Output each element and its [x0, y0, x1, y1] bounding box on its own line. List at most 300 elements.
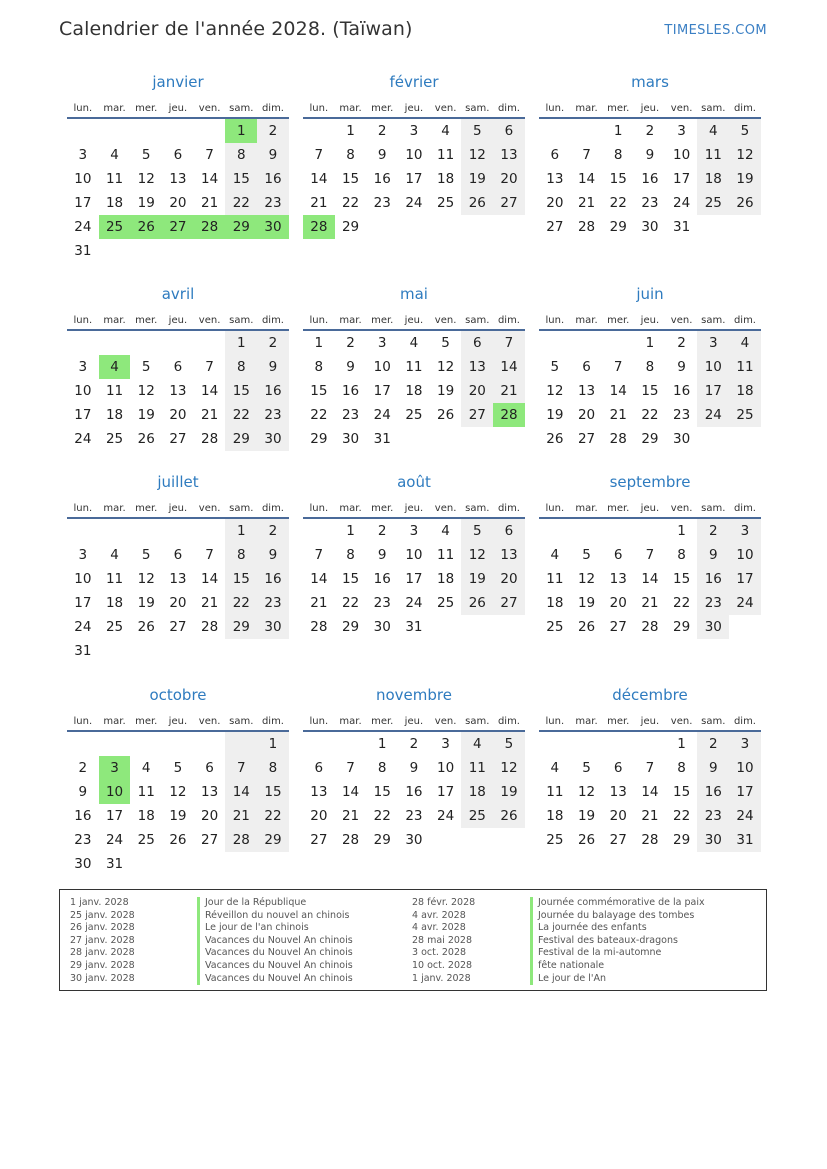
weekday-label: dim. [733, 503, 756, 514]
day-cell: 6 [173, 547, 183, 563]
day-cell: 9 [409, 760, 419, 776]
weekday-label: mer. [607, 716, 630, 727]
weekday-label: mar. [339, 315, 362, 326]
weekday-label: sam. [701, 315, 726, 326]
weekday-label: mer. [371, 716, 394, 727]
day-cell: 3 [441, 736, 450, 752]
day-cell: 16 [257, 379, 289, 403]
month-name: novembre [376, 686, 452, 704]
day-cell: 16 [641, 171, 659, 187]
month-block [539, 683, 761, 852]
day-cell: 14 [609, 383, 627, 399]
day-cell: 29 [673, 832, 691, 848]
day-cell: 9 [377, 147, 387, 163]
month-block [67, 470, 289, 663]
month-name: août [397, 473, 431, 491]
day-cell: 12 [137, 383, 155, 399]
day-cell: 23 [697, 591, 729, 615]
holiday-day: 26 [130, 215, 162, 239]
day-cell: 21 [641, 808, 659, 824]
weekday-label: mer. [135, 503, 158, 514]
month-name: février [389, 73, 439, 91]
weekday-label: ven. [198, 716, 221, 727]
day-cell: 5 [582, 547, 591, 563]
empty-cell [303, 519, 335, 543]
empty-cell [225, 732, 257, 756]
day-cell: 20 [169, 595, 187, 611]
empty-cell [539, 732, 571, 756]
day-cell: 6 [613, 760, 623, 776]
day-cell: 6 [582, 359, 591, 375]
day-cell: 17 [105, 808, 124, 824]
day-cell: 14 [310, 171, 328, 187]
weekday-header [67, 707, 289, 732]
day-cell: 15 [225, 379, 257, 403]
empty-cell [130, 119, 162, 143]
day-cell: 25 [546, 832, 564, 848]
holiday-day: 27 [162, 215, 194, 239]
day-cell: 30 [257, 427, 289, 451]
weekday-header [303, 306, 525, 331]
day-cell: 26 [437, 407, 455, 423]
weekday-label: mer. [135, 103, 158, 114]
day-cell: 2 [78, 760, 88, 776]
legend-date: 26 janv. 2028 [70, 922, 135, 934]
day-cell: 27 [493, 191, 525, 215]
weekday-label: mar. [575, 503, 598, 514]
day-cell: 11 [105, 383, 124, 399]
weekday-header [539, 94, 761, 119]
day-cell: 25 [137, 832, 155, 848]
weekday-label: ven. [434, 103, 457, 114]
day-cell: 28 [225, 828, 257, 852]
empty-cell [67, 732, 99, 756]
day-cell: 22 [673, 808, 691, 824]
weekday-label: jeu. [640, 103, 660, 114]
day-cell: 10 [673, 147, 691, 163]
day-cell: 10 [405, 547, 423, 563]
legend-holiday-name: Festival des bateaux-dragons [530, 935, 760, 948]
weekday-label: mer. [135, 315, 158, 326]
weekday-label: jeu. [404, 315, 424, 326]
legend-date: 1 janv. 2028 [412, 972, 471, 984]
day-cell: 1 [346, 523, 355, 539]
weekday-label: lun. [545, 503, 565, 514]
empty-cell [303, 119, 335, 143]
empty-cell [67, 519, 99, 543]
legend-holiday-name: Journée commémorative de la paix [530, 897, 760, 910]
weekday-header [539, 707, 761, 732]
day-grid [67, 119, 289, 263]
day-cell: 6 [173, 147, 183, 163]
weekday-label: jeu. [640, 503, 660, 514]
day-cell: 13 [577, 383, 596, 399]
weekday-label: mar. [339, 103, 362, 114]
day-cell: 6 [550, 147, 560, 163]
empty-cell [99, 519, 131, 543]
empty-cell [67, 119, 99, 143]
day-cell: 7 [493, 331, 525, 355]
day-cell: 22 [341, 195, 360, 211]
day-cell: 3 [409, 123, 419, 139]
empty-cell [162, 519, 194, 543]
day-cell: 17 [437, 784, 455, 800]
holiday-day: 1 [225, 119, 257, 143]
day-cell: 27 [201, 832, 219, 848]
day-cell: 9 [697, 543, 729, 567]
weekday-label: mer. [371, 103, 394, 114]
legend-holiday-name: Réveillon du nouvel an chinois [197, 910, 397, 923]
legend-names-right [530, 897, 760, 985]
weekday-label: lun. [309, 503, 329, 514]
weekday-label: mar. [575, 716, 598, 727]
day-cell: 1 [225, 331, 257, 355]
legend-holiday-name: Vacances du Nouvel An chinois [197, 973, 397, 986]
day-cell: 14 [493, 355, 525, 379]
day-cell: 12 [729, 143, 761, 167]
weekday-label: ven. [198, 503, 221, 514]
empty-cell [99, 732, 131, 756]
day-cell: 22 [310, 407, 328, 423]
day-cell: 6 [173, 359, 183, 375]
day-cell: 28 [201, 431, 219, 447]
day-cell: 12 [169, 784, 187, 800]
day-cell: 3 [409, 523, 419, 539]
day-cell: 19 [437, 383, 455, 399]
day-cell: 20 [169, 195, 187, 211]
day-grid [67, 331, 289, 451]
weekday-label: dim. [733, 315, 756, 326]
day-grid [303, 732, 525, 852]
day-cell: 26 [546, 431, 564, 447]
day-cell: 8 [645, 359, 655, 375]
day-cell: 17 [405, 571, 423, 587]
day-cell: 18 [105, 595, 124, 611]
day-cell: 5 [493, 732, 525, 756]
day-grid [67, 519, 289, 663]
month-block [67, 683, 289, 876]
weekday-label: mar. [103, 103, 126, 114]
day-cell: 16 [341, 383, 360, 399]
month-name: octobre [149, 686, 207, 704]
month-name: janvier [152, 73, 204, 91]
month-block [539, 282, 761, 451]
day-cell: 29 [373, 832, 391, 848]
day-cell: 6 [493, 119, 525, 143]
day-cell: 5 [582, 760, 591, 776]
day-cell: 14 [641, 784, 659, 800]
day-cell: 22 [225, 191, 257, 215]
day-cell: 31 [729, 828, 761, 852]
legend-dates-right [412, 897, 527, 985]
weekday-label: jeu. [404, 716, 424, 727]
legend-date: 4 avr. 2028 [412, 922, 466, 934]
weekday-label: dim. [497, 716, 520, 727]
day-cell: 7 [205, 547, 214, 563]
holiday-day: 29 [225, 215, 257, 239]
day-cell: 27 [609, 832, 627, 848]
day-cell: 20 [546, 195, 564, 211]
day-cell: 12 [546, 383, 564, 399]
day-cell: 7 [314, 147, 324, 163]
day-cell: 14 [341, 784, 360, 800]
day-cell: 17 [697, 379, 729, 403]
day-cell: 31 [405, 619, 423, 635]
day-cell: 24 [405, 595, 423, 611]
empty-cell [539, 519, 571, 543]
day-cell: 28 [609, 431, 627, 447]
day-cell: 24 [673, 195, 691, 211]
day-cell: 26 [461, 591, 493, 615]
day-cell: 13 [310, 784, 328, 800]
day-cell: 4 [110, 547, 119, 563]
weekday-label: jeu. [404, 103, 424, 114]
day-cell: 4 [697, 119, 729, 143]
day-cell: 23 [641, 195, 659, 211]
empty-cell [539, 331, 571, 355]
weekday-label: dim. [733, 103, 756, 114]
holiday-day: 10 [99, 780, 131, 804]
day-cell: 6 [493, 519, 525, 543]
weekday-label: jeu. [640, 716, 660, 727]
weekday-label: mar. [103, 716, 126, 727]
weekday-label: mer. [135, 716, 158, 727]
day-cell: 1 [377, 736, 387, 752]
day-cell: 20 [201, 808, 219, 824]
empty-cell [130, 331, 162, 355]
legend-date: 25 janv. 2028 [70, 909, 135, 921]
weekday-label: lun. [545, 315, 565, 326]
day-cell: 13 [169, 383, 187, 399]
day-cell: 3 [377, 335, 387, 351]
day-cell: 25 [437, 195, 455, 211]
empty-cell [194, 331, 226, 355]
weekday-label: mar. [575, 315, 598, 326]
legend-date: 4 avr. 2028 [412, 909, 466, 921]
day-cell: 27 [577, 431, 596, 447]
day-cell: 31 [673, 219, 691, 235]
day-cell: 29 [609, 219, 627, 235]
day-cell: 18 [437, 571, 455, 587]
day-cell: 10 [437, 760, 455, 776]
day-cell: 14 [577, 171, 596, 187]
day-cell: 16 [673, 383, 691, 399]
day-cell: 9 [78, 784, 88, 800]
day-cell: 21 [493, 379, 525, 403]
empty-cell [571, 519, 603, 543]
day-cell: 11 [405, 359, 423, 375]
day-cell: 15 [257, 780, 289, 804]
weekday-label: sam. [229, 503, 254, 514]
day-cell: 9 [346, 359, 355, 375]
weekday-label: ven. [670, 103, 693, 114]
day-cell: 15 [225, 567, 257, 591]
day-cell: 2 [257, 331, 289, 355]
day-cell: 24 [437, 808, 455, 824]
day-cell: 31 [74, 243, 92, 259]
day-cell: 1 [314, 335, 324, 351]
weekday-label: dim. [261, 716, 284, 727]
day-cell: 2 [409, 736, 419, 752]
day-cell: 24 [697, 403, 729, 427]
day-cell: 23 [341, 407, 360, 423]
day-cell: 28 [641, 832, 659, 848]
day-cell: 8 [225, 355, 257, 379]
day-cell: 20 [493, 567, 525, 591]
holiday-day: 28 [194, 215, 226, 239]
day-cell: 2 [257, 119, 289, 143]
day-cell: 27 [493, 591, 525, 615]
day-cell: 10 [74, 571, 92, 587]
day-cell: 24 [405, 195, 423, 211]
day-cell: 14 [201, 571, 219, 587]
day-cell: 22 [225, 403, 257, 427]
weekday-label: ven. [670, 716, 693, 727]
legend-date: 27 janv. 2028 [70, 934, 135, 946]
day-cell: 13 [546, 171, 564, 187]
day-cell: 9 [257, 355, 289, 379]
day-cell: 29 [673, 619, 691, 635]
day-cell: 13 [461, 355, 493, 379]
weekday-label: dim. [261, 503, 284, 514]
day-cell: 16 [373, 571, 391, 587]
holiday-day: 28 [493, 403, 525, 427]
day-cell: 26 [577, 619, 596, 635]
weekday-label: dim. [497, 103, 520, 114]
day-cell: 24 [105, 832, 124, 848]
page-title: Calendrier de l'année 2028. (Taïwan) [59, 18, 413, 40]
day-cell: 2 [257, 519, 289, 543]
day-cell: 19 [577, 595, 596, 611]
weekday-label: mar. [103, 503, 126, 514]
day-cell: 11 [697, 143, 729, 167]
empty-cell [162, 331, 194, 355]
day-cell: 21 [201, 407, 219, 423]
day-grid [539, 519, 761, 639]
day-cell: 4 [141, 760, 151, 776]
day-cell: 8 [346, 547, 355, 563]
day-cell: 8 [346, 147, 355, 163]
day-cell: 20 [609, 595, 627, 611]
day-cell: 30 [341, 431, 360, 447]
weekday-label: jeu. [168, 503, 188, 514]
weekday-label: ven. [670, 503, 693, 514]
day-cell: 6 [461, 331, 493, 355]
day-cell: 13 [493, 143, 525, 167]
legend-date: 1 janv. 2028 [70, 897, 129, 908]
empty-cell [602, 519, 634, 543]
day-cell: 9 [377, 547, 387, 563]
day-cell: 11 [105, 571, 124, 587]
day-cell: 2 [346, 335, 355, 351]
day-cell: 16 [257, 567, 289, 591]
month-name: mai [400, 285, 428, 303]
day-cell: 4 [441, 523, 450, 539]
empty-cell [162, 119, 194, 143]
day-cell: 6 [205, 760, 214, 776]
day-cell: 20 [609, 808, 627, 824]
day-cell: 15 [673, 784, 691, 800]
day-cell: 1 [257, 732, 289, 756]
legend-holiday-name: Vacances du Nouvel An chinois [197, 960, 397, 973]
day-cell: 8 [613, 147, 623, 163]
day-cell: 20 [493, 167, 525, 191]
day-cell: 30 [74, 856, 92, 872]
weekday-label: mer. [371, 315, 394, 326]
day-cell: 27 [310, 832, 328, 848]
day-cell: 19 [493, 780, 525, 804]
month-name: mars [631, 73, 669, 91]
holiday-day: 3 [99, 756, 131, 780]
legend-holiday-name: Vacances du Nouvel An chinois [197, 947, 397, 960]
day-cell: 23 [373, 195, 391, 211]
day-cell: 5 [141, 147, 151, 163]
day-cell: 24 [74, 431, 92, 447]
weekday-label: lun. [545, 103, 565, 114]
day-cell: 23 [257, 591, 289, 615]
day-cell: 11 [437, 147, 455, 163]
day-cell: 30 [673, 431, 691, 447]
weekday-label: dim. [497, 315, 520, 326]
weekday-header [67, 94, 289, 119]
day-cell: 18 [405, 383, 423, 399]
day-cell: 24 [74, 619, 92, 635]
month-name: avril [161, 285, 195, 303]
day-cell: 31 [74, 643, 92, 659]
day-cell: 1 [677, 523, 686, 539]
weekday-label: ven. [198, 103, 221, 114]
site-link[interactable]: TIMESLES.COM [664, 23, 767, 38]
legend-holiday-name: Le jour de l'An [530, 973, 760, 986]
day-cell: 18 [461, 780, 493, 804]
month-name: décembre [612, 686, 688, 704]
empty-cell [194, 732, 226, 756]
month-name: juillet [157, 473, 199, 491]
day-cell: 29 [310, 431, 328, 447]
day-cell: 27 [546, 219, 564, 235]
weekday-header [67, 306, 289, 331]
day-cell: 21 [225, 804, 257, 828]
day-cell: 22 [225, 591, 257, 615]
day-cell: 27 [461, 403, 493, 427]
day-cell: 30 [373, 619, 391, 635]
day-cell: 29 [341, 219, 360, 235]
day-cell: 15 [609, 171, 627, 187]
day-cell: 2 [677, 335, 686, 351]
day-cell: 16 [697, 567, 729, 591]
weekday-header [539, 306, 761, 331]
day-cell: 15 [641, 383, 659, 399]
empty-cell [99, 331, 131, 355]
day-cell: 19 [137, 195, 155, 211]
weekday-header [539, 494, 761, 519]
legend-holiday-name: Festival de la mi-automne [530, 947, 760, 960]
day-cell: 22 [609, 195, 627, 211]
weekday-label: dim. [733, 716, 756, 727]
weekday-label: mar. [339, 503, 362, 514]
day-cell: 13 [201, 784, 219, 800]
day-cell: 7 [225, 756, 257, 780]
day-cell: 4 [729, 331, 761, 355]
day-cell: 17 [405, 171, 423, 187]
day-cell: 21 [310, 195, 328, 211]
day-cell: 18 [105, 407, 124, 423]
holiday-day: 25 [99, 215, 131, 239]
day-cell: 26 [137, 619, 155, 635]
legend-dates-left [70, 897, 195, 985]
day-cell: 29 [225, 615, 257, 639]
day-cell: 15 [225, 167, 257, 191]
